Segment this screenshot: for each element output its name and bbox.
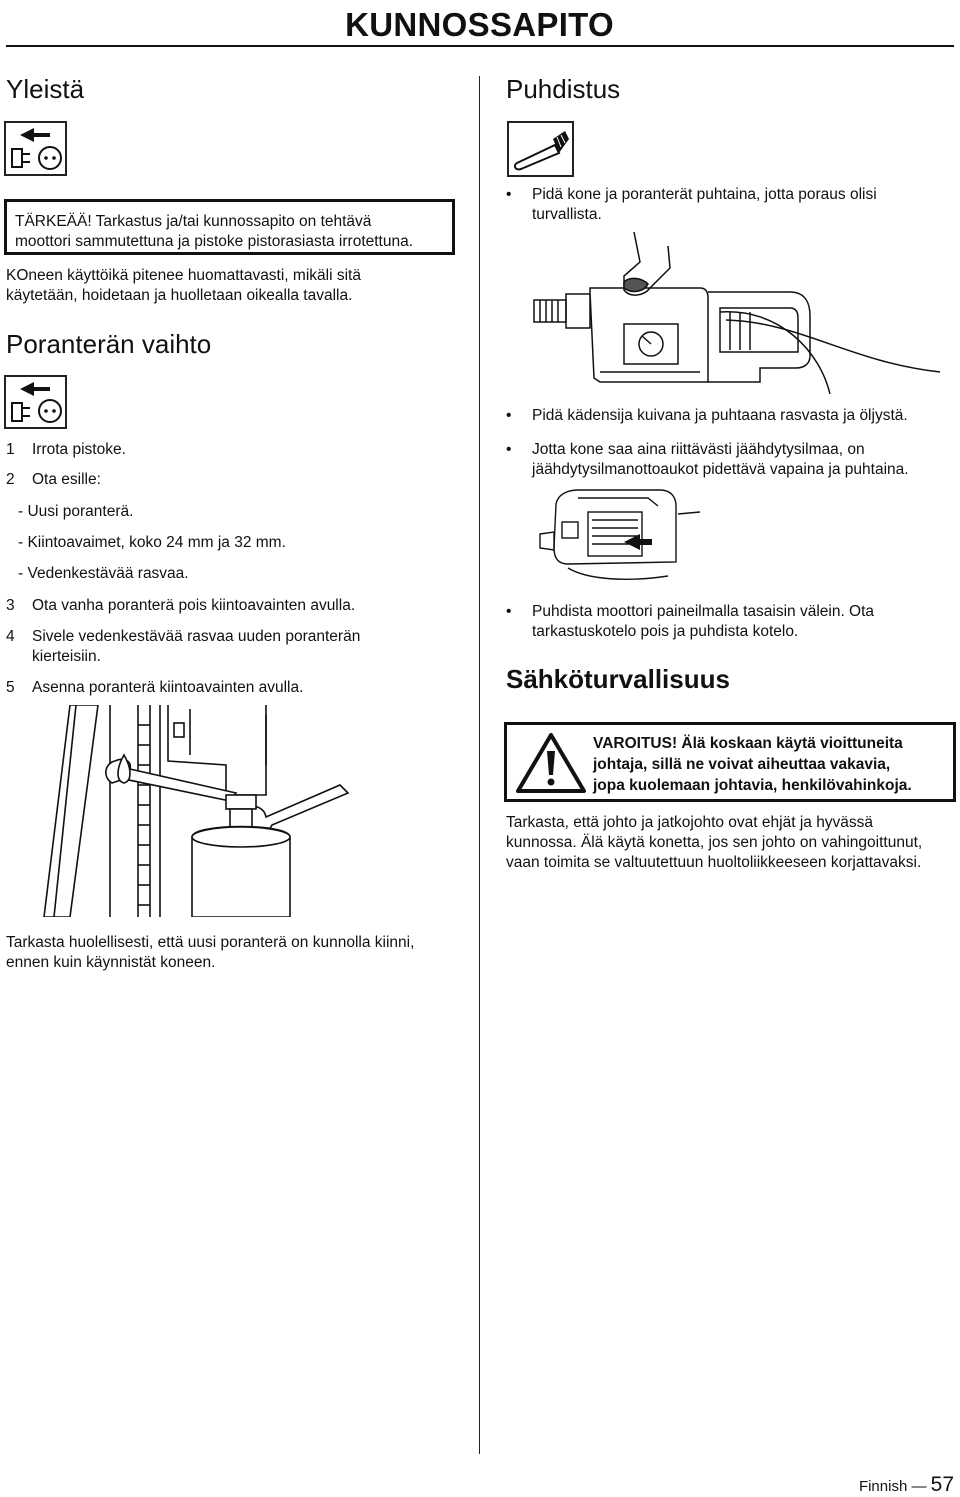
brush-icon bbox=[507, 121, 574, 177]
after-line-2: ennen kuin käynnistät koneen. bbox=[6, 954, 216, 971]
list-item: 5 Asenna poranterä kiintoavainten avulla. bbox=[6, 679, 304, 696]
heading-cleaning: Puhdistus bbox=[506, 74, 621, 104]
motor-cleaning-illustration bbox=[520, 232, 950, 394]
unplug-before-service-icon bbox=[4, 375, 67, 429]
warning-triangle-icon bbox=[515, 731, 587, 795]
list-item: • Jotta kone saa aina riittävästi jäähdytysilmaa, on jäähdytysilmanottoaukot pidettävä vapaina ja puhtaina. bbox=[506, 441, 909, 478]
list-item: 2 Ota esille: bbox=[6, 471, 101, 488]
column-divider bbox=[479, 76, 480, 1454]
footer-language: Finnish — bbox=[858, 1478, 927, 1495]
warning-line-3: jopa kuolemaan johtavia, henkilövahinkoja. bbox=[593, 777, 912, 794]
title-rule bbox=[6, 45, 954, 47]
list-item: • Pidä kädensija kuivana ja puhtaana rasvasta ja öljystä. bbox=[506, 407, 908, 424]
air-intake-illustration bbox=[528, 484, 704, 584]
list-item: • Pidä kone ja poranterät puhtaina, jotta poraus olisi turvallista. bbox=[506, 186, 877, 223]
sub-item: - Vedenkestävää rasvaa. bbox=[18, 565, 189, 582]
page-footer bbox=[859, 1473, 954, 1497]
unplug-before-service-icon bbox=[4, 121, 67, 176]
list-item: 3 Ota vanha poranterä pois kiintoavainten avulla. bbox=[6, 597, 356, 614]
general-body-line-1: KOneen käyttöikä pitenee huomattavasti, mikäli sitä bbox=[6, 267, 361, 284]
notice-line-2: moottori sammutettuna ja pistoke pistorasiasta irrotettuna. bbox=[15, 233, 414, 250]
warning-line-2: johtaja, sillä ne voivat aiheuttaa vakavia, bbox=[593, 756, 891, 773]
notice-line-1: TÄRKEÄÄ! Tarkastus ja/tai kunnossapito on tehtävä bbox=[15, 213, 372, 230]
wrench-bit-change-illustration bbox=[40, 705, 460, 917]
list-item: 1 Irrota pistoke. bbox=[6, 441, 126, 458]
general-body-line-2: käytetään, hoidetaan ja huolletaan oikealla tavalla. bbox=[6, 287, 353, 304]
electrical-body-line-2: kunnossa. Älä käytä konetta, jos sen johto on vahingoittunut, bbox=[506, 834, 923, 851]
electrical-body-line-3: vaan toimita se valtuutettuun huoltoliikkeeseen korjattavaksi. bbox=[506, 854, 922, 871]
heading-bit-change: Poranterän vaihto bbox=[6, 329, 212, 359]
electrical-body-line-1: Tarkasta, että johto ja jatkojohto ovat ehjät ja hyvässä bbox=[506, 814, 874, 831]
sub-item: - Uusi poranterä. bbox=[18, 503, 134, 520]
heading-general: Yleistä bbox=[6, 74, 85, 104]
list-item: • Puhdista moottori paineilmalla tasaisin välein. Ota tarkastuskotelo pois ja puhdista kotelo. bbox=[506, 603, 875, 640]
after-line-1: Tarkasta huolellisesti, että uusi poranterä on kunnolla kiinni, bbox=[6, 934, 415, 951]
heading-electrical: Sähköturvallisuus bbox=[506, 664, 730, 694]
sub-item: - Kiintoavaimet, koko 24 mm ja 32 mm. bbox=[18, 534, 286, 551]
page-title: KUNNOSSAPITO bbox=[345, 6, 614, 43]
page-number: 57 bbox=[930, 1473, 954, 1496]
notice-box bbox=[4, 199, 455, 255]
warning-line-1: VAROITUS! Älä koskaan käytä vioittuneita bbox=[593, 735, 903, 752]
list-item: 4 Sivele vedenkestävää rasvaa uuden poranterän kierteisiin. bbox=[6, 628, 361, 665]
warning-box bbox=[504, 722, 956, 802]
